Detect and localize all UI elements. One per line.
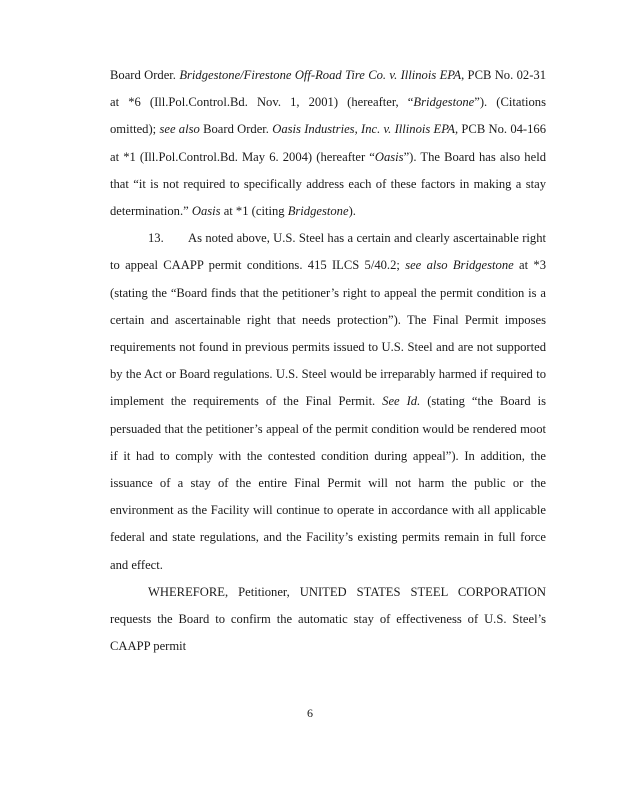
italic-citation: Oasis Industries, Inc. v. Illinois EPA [272, 122, 455, 137]
text-run: at *3 (stating the “Board finds that the petitioner’s right to appeal the permit condition is a certain and ascertainable right that needs protection”). The Final Permit imposes requirements not found in previous permits issued to U.S. Steel and are not supported by the Act or Board regulations. U.S. Steel would be irreparably harmed if required to implement the requirements of the Final Permit. [110, 258, 546, 409]
paragraph-13 [110, 225, 546, 579]
italic-citation: Oasis [374, 149, 404, 164]
wherefore-paragraph [110, 579, 546, 661]
italic-citation: See Id. [382, 394, 421, 409]
text-run: , PCB No. 04-166 at *1 (Ill.Pol.Control.Bd. May 6. 2004) (hereafter “ [110, 122, 546, 164]
text-run: at *1 (citing [220, 204, 288, 219]
italic-citation: see also Bridgestone [405, 258, 514, 273]
paragraph-13-text [110, 231, 546, 571]
body-text [110, 62, 546, 660]
text-run: Board Order. [199, 122, 273, 137]
page-number: 6 [307, 706, 313, 720]
text-run: , PCB No. 02-31 at *6 (Ill.Pol.Control.Bd. Nov. 1, 2001) (hereafter, “ [110, 68, 546, 110]
text-run: ). [348, 204, 356, 219]
text-run: As noted above, U.S. Steel has a certain and clearly ascertainable right to appeal CAAPP permit conditions. 415 ILCS 5/40.2; [110, 231, 546, 273]
text-run: ”). The Board has also held that “it is not required to specifically address each of these factors in making a stay determination.” [110, 149, 546, 219]
paragraph-number: 13. [148, 231, 164, 246]
text-run: (stating “the Board is persuaded that the petitioner’s appeal of the permit condition would be rendered moot if it had to comply with the contested condition during appeal”). In addition, the issuance of a stay of the entire Final Permit will not harm the public or the environment as the Facility will continue to operate in accordance with all applicable federal and state regulations, and the Facility’s existing permits remain in full force and effect. [110, 394, 546, 572]
text-run: ”). (Citations omitted); [110, 95, 546, 137]
text-run: Board Order. [110, 68, 180, 82]
text-run: WHEREFORE, Petitioner, UNITED STATES STEEL CORPORATION requests the Board to confirm the automatic stay of effectiveness of U.S. Steel’s CAAPP permit [110, 584, 546, 654]
italic-citation: see also [159, 122, 200, 137]
italic-citation: Bridgestone [287, 204, 349, 219]
italic-citation: Bridgestone/Firestone Off-Road Tire Co. v. Illinois EPA [179, 68, 462, 82]
italic-citation: Oasis [191, 204, 221, 219]
continuation-paragraph [110, 62, 546, 225]
italic-citation: Bridgestone [413, 95, 475, 110]
